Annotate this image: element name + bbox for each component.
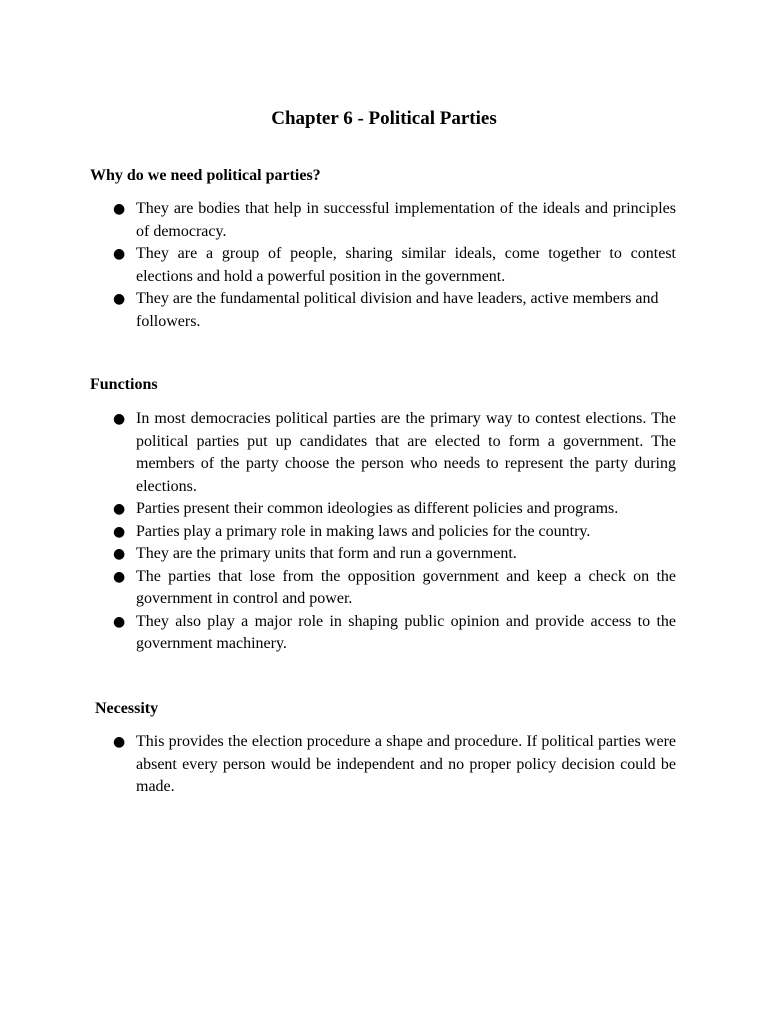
bullet-list-necessity [0,731,676,799]
bullet-icon: ● [113,501,126,517]
bullet-icon: ● [113,201,126,217]
list-item [0,198,676,243]
bullet-icon: ● [113,568,126,585]
list-item-text: Parties play a primary role in making laws and policies for the country. [136,522,591,540]
list-item [0,288,676,333]
list-item [0,521,676,544]
list-item [0,731,676,799]
bullet-icon: ● [113,734,126,750]
list-item [0,498,676,521]
section-heading-functions: Functions [90,376,158,393]
bullet-icon: ● [113,246,126,262]
bullet-list-functions [0,408,676,656]
list-item-text: They are bodies that help in successful implementation of the ideals and principles of democracy. [136,200,676,240]
list-item-text: They are the fundamental political division and have leaders, active members and followers. [136,290,659,330]
list-item-text: The parties that lose from the opposition government and keep a check on the government in control and power. [136,567,676,607]
list-item [0,243,676,288]
list-item [0,543,676,566]
list-item-text: In most democracies political parties are the primary way to contest elections. The political parties put up candidates that are elected to form a government. The members of the party choose the person who needs to represent the party during elections. [136,410,676,495]
list-item-text: Parties present their common ideologies as different policies and programs. [136,500,619,517]
list-item [0,611,676,656]
list-item-text: They also play a major role in shaping public opinion and provide access to the government machinery. [136,612,676,652]
list-item [0,566,676,611]
bullet-icon: ● [113,411,126,427]
section-heading-necessity: Necessity [95,700,159,717]
bullet-icon: ● [113,523,126,540]
list-item [0,408,676,498]
section-heading-why: Why do we need political parties? [90,167,321,184]
bullet-icon: ● [113,291,126,307]
list-item-text: They are a group of people, sharing similar ideals, come together to contest elections and hold a powerful position in the government. [136,245,676,285]
bullet-icon: ● [113,613,126,630]
page-title: Chapter 6 - Political Parties [271,108,497,129]
bullet-list-why [0,198,676,333]
list-item-text: This provides the election procedure a shape and procedure. If political parties were absent every person would be independent and no proper policy decision could be made. [136,733,676,795]
list-item-text: They are the primary units that form and run a government. [136,545,517,562]
bullet-icon: ● [113,546,126,562]
